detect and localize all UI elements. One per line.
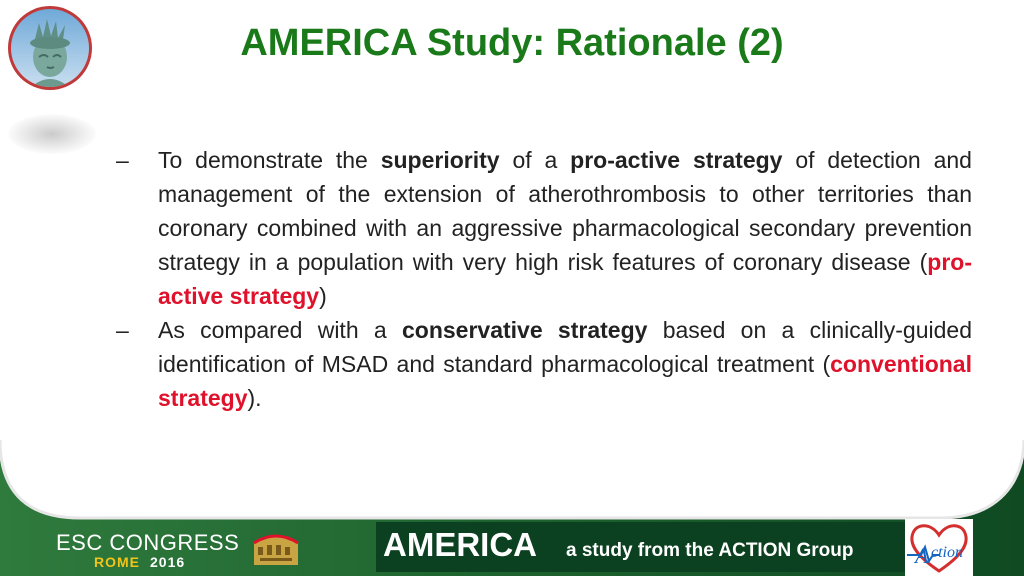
congress-year: 2016	[150, 554, 186, 570]
congress-location	[94, 554, 185, 570]
bullet-text: ).	[247, 385, 262, 411]
study-tagline: a study from the ACTION Group	[566, 540, 854, 561]
bullet-text: To demonstrate the	[158, 147, 381, 173]
bullet-text: of a	[499, 147, 571, 173]
action-logo-initial: A	[915, 543, 929, 568]
action-logo-text: ction	[931, 544, 963, 561]
dash-marker: –	[116, 317, 129, 343]
emphasis-superiority: superiority	[380, 147, 500, 173]
decorative-shadow	[8, 114, 96, 154]
page-title: AMERICA Study: Rationale (2)	[240, 22, 784, 64]
highlight-conventional-strategy: conventional strategy	[158, 351, 972, 411]
emphasis-pro-active-strategy: pro-active strategy	[570, 147, 783, 173]
esc-congress-label: ESC CONGRESS	[56, 530, 240, 555]
bullet-item-1	[116, 143, 972, 313]
bullet-text: based on a clinically-guided identification of MSAD and standard pharmacological treatment (	[158, 317, 972, 377]
bullet-text: As compared with a	[158, 317, 402, 343]
bullet-text: of detection and management of the extension of atherothrombosis to other territories than coronary combined with an aggressive pharmacological secondary prevention strategy in a population with very high risk features of coronary disease (	[158, 147, 972, 275]
congress-city: ROME	[94, 554, 140, 570]
highlight-pro-active-strategy: pro-active strategy	[158, 249, 972, 309]
dash-marker: –	[116, 147, 129, 173]
bullet-text: )	[319, 283, 327, 309]
action-group-logo	[905, 519, 973, 576]
action-heart-icon	[905, 519, 973, 576]
emphasis-conservative-strategy: conservative strategy	[402, 317, 648, 343]
study-name: AMERICA	[383, 526, 537, 563]
bullet-list	[116, 143, 972, 415]
coliseum-icon	[248, 525, 304, 569]
bullet-item-2	[116, 313, 972, 415]
